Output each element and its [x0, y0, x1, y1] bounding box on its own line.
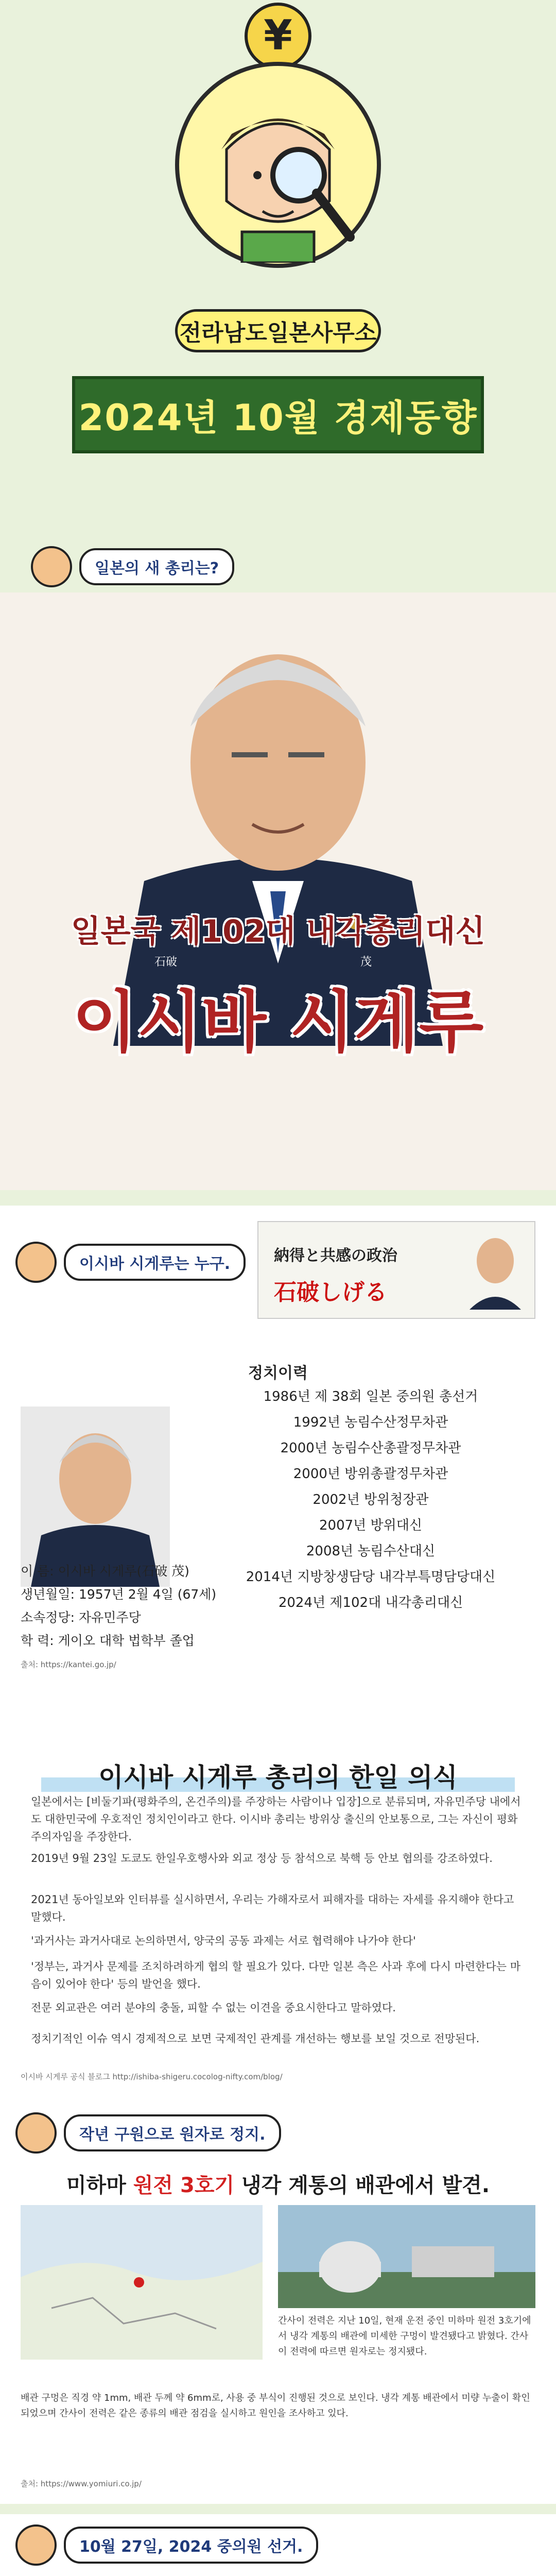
card-name: 石破しげる — [274, 1279, 387, 1306]
career-line: 2007년 방위대신 — [319, 1518, 422, 1533]
hero-subtitle: 일본국 제102대 내각총리대신 — [71, 913, 485, 950]
page-title: 2024년 10월 경제동향 — [72, 376, 484, 453]
office-banner: 전라남도일본사무소 — [175, 309, 381, 352]
npp-section — [0, 2102, 556, 2504]
ishiba-paragraph: '정부는, 과거사 문제를 조치하려하게 협의 할 필요가 있다. 다만 일본 측은 사과 후에 다시 마련한다는 마음이 있어야 한다' 등의 발언을 했다. — [31, 1960, 520, 1990]
info-birth: 생년월일: 1957년 2월 4일 (67세) — [21, 1587, 217, 1602]
npp-title-b: 원전 3호기 — [133, 2174, 235, 2197]
profile-source: 출처: https://kantei.go.jp/ — [21, 1660, 116, 1669]
header-section — [0, 0, 556, 526]
career-line: 2002년 방위청장관 — [312, 1492, 429, 1507]
ishiba-title: 이시바 시게루 총리의 한일 의식 — [98, 1762, 458, 1792]
career-line: 2008년 농림수산대신 — [306, 1544, 436, 1559]
ishiba-paragraph: 2021년 동아일보와 인터뷰를 실시하면서, 우리는 가해자로서 피해자를 대하는 자세를 유지해야 한다고 말했다. — [31, 1893, 514, 1923]
svg-text:¥: ¥ — [264, 11, 292, 59]
hero-section — [0, 592, 556, 1190]
career-line: 2024년 제102대 내각총리대신 — [278, 1595, 463, 1611]
campaign-card-image — [257, 1221, 535, 1319]
tag-who-label: 이시바 시게루는 누구. — [64, 1244, 246, 1281]
career-line: 1992년 농림수산정무차관 — [293, 1415, 448, 1430]
npp-paragraph-right: 간사이 전력은 지난 10일, 현재 운전 중인 미하마 원전 3호기에서 냉각 계통의 배관에 미세한 구멍이 발견됐다고 밝혔다. 간사이 전력에 따르면 원자로는 정지됐다. — [278, 2315, 531, 2357]
tag-who — [15, 1242, 246, 1283]
npp-source: 출처: https://www.yomiuri.co.jp/ — [21, 2479, 142, 2488]
hero-name: 이시바 시게루 — [72, 983, 484, 1061]
npp-paragraph-main: 배관 구멍은 직경 약 1mm, 배관 두께 약 6mm로, 사용 중 부식이 진행된 것으로 보인다. 냉각 계통 배관에서 미량 누출이 확인되었으며 간사이 전력은 같은 종류의 배관 점검을 실시하고 원인을 조사하고 있다. — [21, 2393, 530, 2419]
ishiba-paragraph: '과거사는 과거사대로 논의하면서, 양국의 공동 과제는 서로 협력해야 나가야 한다' — [31, 1935, 416, 1947]
info-name: 이 름: 이시바 시게루(石破 茂) — [21, 1564, 189, 1579]
career-line: 2014년 지방창생담당 내각부특명담당대신 — [246, 1569, 496, 1585]
npp-title-a: 미하마 — [66, 2174, 133, 2197]
ishiba-paragraph: 정치기적인 이슈 역시 경제적으로 보면 국제적인 관계를 개선하는 행보를 보일 것으로 전망된다. — [31, 2032, 480, 2045]
career-title: 정치이력 — [248, 1364, 308, 1382]
card-portrait-icon — [464, 1232, 526, 1310]
plant-photo-image — [278, 2205, 535, 2308]
npp-title-c: 냉각 계통의 배관에서 발견. — [234, 2174, 490, 2197]
info-party: 소속정당: 자유민주당 — [21, 1610, 141, 1625]
tag-election-label: 10월 27일, 2024 중의원 선거. — [64, 2527, 318, 2564]
profile-photo-image — [21, 1406, 170, 1587]
tag-new-pm — [31, 546, 234, 587]
tag-election — [15, 2524, 318, 2566]
ishiba-source: 이시바 시게루 공식 블로그 http://ishiba-shigeru.cocolog-nifty.com/blog/ — [21, 2072, 283, 2081]
avatar-icon — [15, 2524, 57, 2566]
career-line: 1986년 제 38회 일본 중의원 총선거 — [263, 1389, 478, 1404]
npp-title — [0, 2169, 556, 2198]
ishiba-paragraph: 전문 외교관은 여러 분야의 충돌, 피할 수 없는 이견을 중요시한다고 말하였다. — [31, 2002, 396, 2014]
tag-npp — [15, 2112, 281, 2154]
card-slogan: 納得と共感の政治 — [274, 1247, 397, 1265]
avatar-icon — [15, 2112, 57, 2154]
avatar-icon — [15, 1242, 57, 1283]
info-education: 학 력: 게이오 대학 법학부 졸업 — [21, 1633, 195, 1648]
tag-new-pm-label: 일본의 새 총리는? — [79, 548, 234, 585]
ruby-left: 石破 — [154, 956, 178, 969]
map-image — [21, 2205, 263, 2360]
election-section — [0, 2514, 556, 2576]
magnifier-mascot-icon — [196, 88, 360, 263]
career-line: 2000년 농림수산총괄정무차관 — [280, 1440, 461, 1456]
tag-npp-label: 작년 구원으로 원자로 정지. — [64, 2114, 281, 2151]
avatar-icon — [31, 546, 72, 587]
career-line: 2000년 방위총괄정무차관 — [293, 1466, 448, 1482]
ishiba-paragraph: 2019년 9월 23일 도쿄도 한일우호행사와 외교 정상 등 참석으로 북핵 등 안보 협의를 강조하였다. — [31, 1852, 493, 1865]
ruby-right: 茂 — [360, 956, 372, 969]
ishiba-paragraph: 일본에서는 [비둘기파(평화주의, 온건주의)를 주장하는 사람이나 입장]으로 분류되며, 자유민주당 내에서도 대한민국에 우호적인 정치인이라고 한다. 이시바 총리는 방위상 출신의 안보통으로, 그는 자신이 평화주의자임을 주장한다. — [31, 1795, 521, 1843]
